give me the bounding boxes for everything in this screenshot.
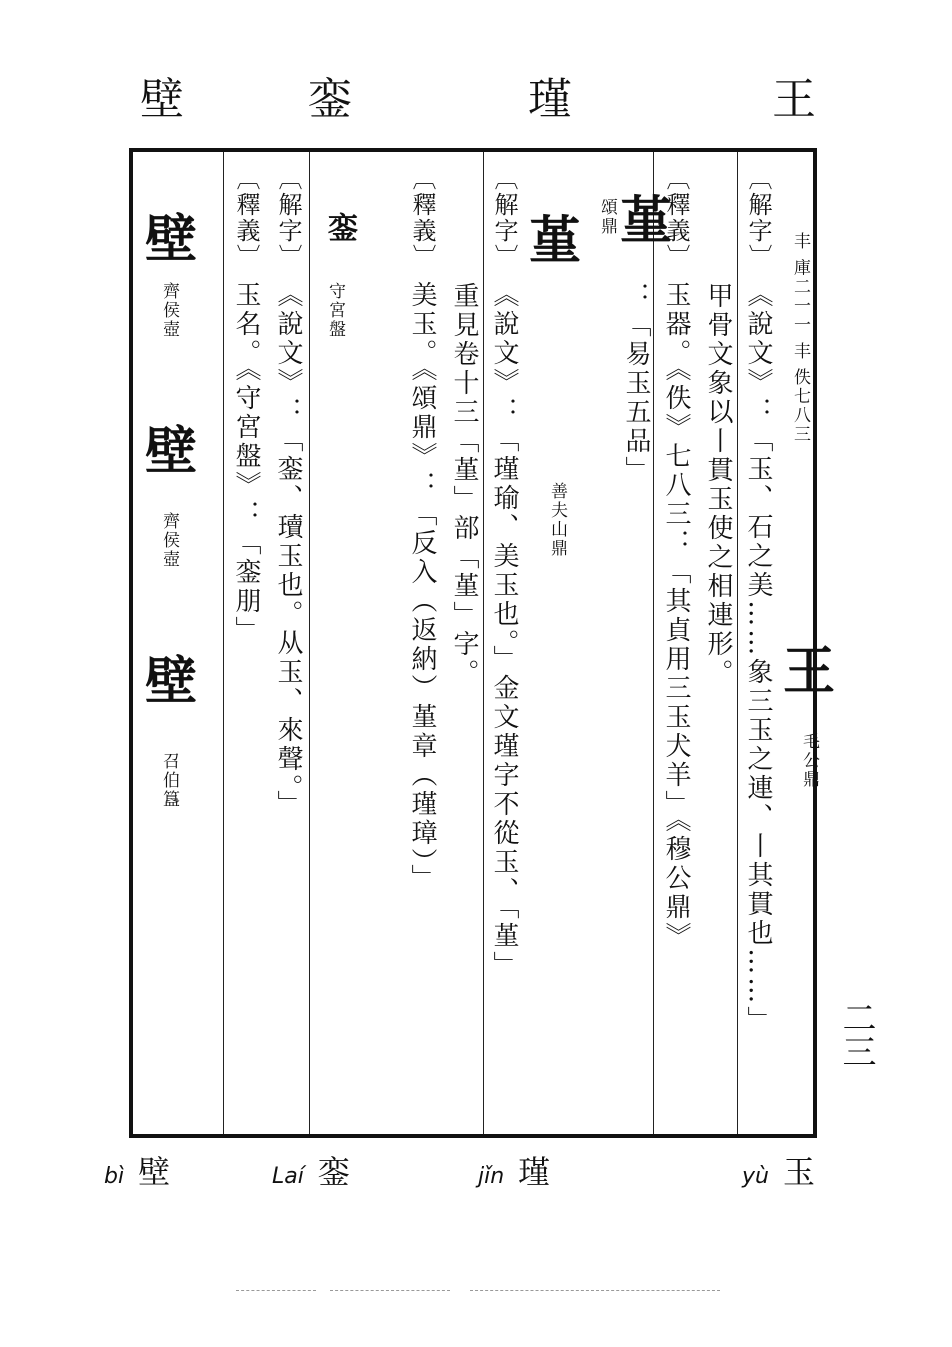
header-lai: 銮 (308, 74, 352, 125)
wang-shiyi-line2: ：「易玉五品」 (621, 282, 651, 485)
column-divider (737, 152, 738, 1134)
lai-source: 守宮盤 (325, 282, 345, 339)
wang-shiyi-text: 玉器。《佚》七八三：「其貞用三玉犬羊」《穆公鼎》 (661, 281, 691, 952)
jin-jiezi-line2: 重見卷十三「堇」部「堇」字。 (449, 282, 479, 688)
scan-artifact-line (330, 1290, 450, 1292)
header-jin: 瑾 (528, 74, 572, 125)
jiezi-tag: 〔解字〕 (490, 166, 518, 270)
scan-artifact-line (236, 1290, 316, 1292)
bottom-label-jin (478, 1153, 551, 1191)
wang-sources: 丰 庫二一一 丰 佚七八三 (790, 232, 810, 445)
pinyin: yù (742, 1164, 769, 1189)
bi-source-1: 齊侯壺 (159, 282, 179, 339)
bi-bronze-glyph-2: 壁 (145, 421, 198, 482)
pinyin: jǐn (478, 1164, 505, 1189)
bi-source-3: 召伯簋 (159, 752, 179, 809)
bottom-label-bi (104, 1153, 171, 1191)
wang-jiezi (739, 152, 777, 1134)
jin-source-1: 頌鼎 (597, 198, 618, 236)
shiyi-tag: 〔釋義〕 (408, 166, 436, 270)
jin-glyphs (529, 192, 672, 272)
bottom-char: 銮 (317, 1153, 350, 1191)
jin-bronze-glyph-2: 堇 (529, 211, 582, 272)
lai-shiyi-text: 玉名。《守宮盤》：「銮朋」 (231, 281, 261, 646)
shiyi-tag: 〔釋義〕 (662, 166, 690, 270)
lai-bronze-glyph: 銮 (322, 212, 357, 242)
jin-shiyi (403, 152, 441, 1134)
wang-source-maogongding: 毛公鼎 (799, 732, 819, 789)
entry-frame (129, 148, 836, 1138)
wang-jiezi-text: 《說文》：「玉、石之美……象三玉之連、丨其貫也……」 (743, 281, 773, 1036)
jin-source-2: 善夫山鼎 (547, 482, 567, 558)
jiezi-tag: 〔解字〕 (274, 166, 302, 270)
shiyi-tag: 〔釋義〕 (232, 166, 260, 270)
bottom-label-lai (272, 1153, 350, 1191)
jin-shiyi-text: 美玉。《頌鼎》：「反入（返納）堇章（瑾璋）」 (407, 281, 437, 894)
bi-bronze-glyph-3: 壁 (145, 651, 198, 712)
pinyin: bì (104, 1164, 125, 1189)
header-wang: 王 (772, 74, 816, 125)
lai-shiyi (227, 152, 265, 1134)
bi-bronze-glyph-1: 壁 (145, 209, 198, 270)
page-number: 二三 (836, 1000, 876, 1068)
bottom-char: 玉 (782, 1153, 815, 1191)
header-bi: 壁 (140, 74, 184, 125)
bottom-char: 瑾 (518, 1153, 551, 1191)
lai-jiezi-text: 《說文》：「銮、瓄玉也。从玉、來聲。」 (273, 281, 303, 820)
column-divider (309, 152, 310, 1134)
column-divider (223, 152, 224, 1134)
bottom-char: 壁 (138, 1153, 171, 1191)
jiezi-tag: 〔解字〕 (744, 166, 772, 270)
wang-shiyi (657, 152, 695, 1134)
pinyin: Laí (272, 1164, 304, 1189)
jin-jiezi (485, 152, 523, 1134)
jin-jiezi-text: 《說文》：「瑾瑜、美玉也。」金文瑾字不從玉、「堇」 (489, 281, 519, 981)
scan-artifact-line (470, 1290, 720, 1292)
lai-jiezi (269, 152, 307, 1134)
bi-source-2: 齊侯壺 (159, 512, 179, 569)
wang-jiezi-line2: 甲骨文象以丨貫玉使之相連形。 (703, 282, 733, 688)
jin-bronze-glyph-1: 堇 (620, 191, 673, 252)
bottom-label-yu (742, 1153, 815, 1191)
column-divider (483, 152, 484, 1134)
wang-bronze-glyph: 王 (783, 641, 836, 702)
